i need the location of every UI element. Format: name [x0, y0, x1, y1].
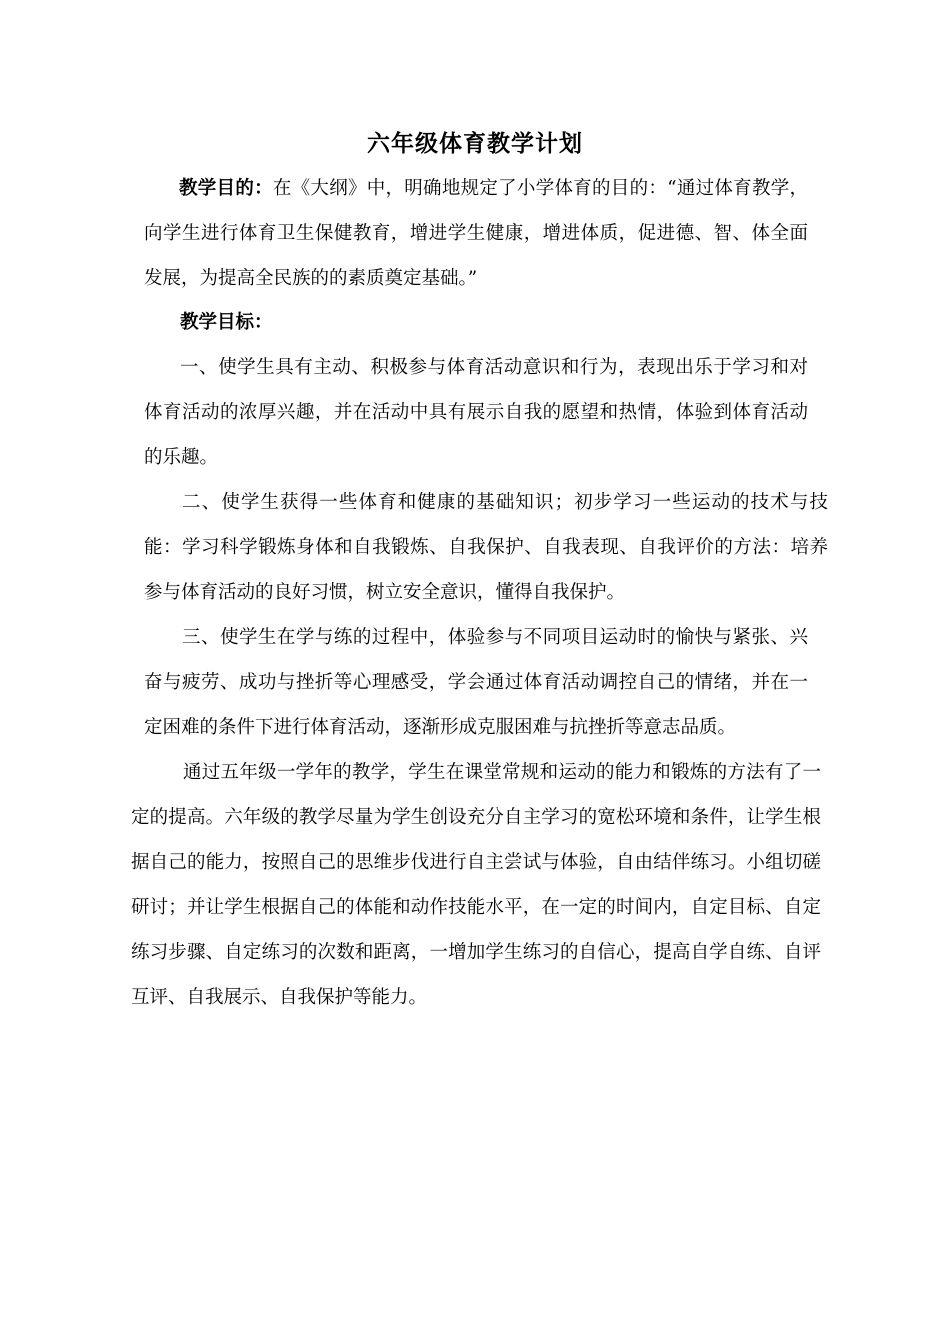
- teaching-objectives-heading: 教学目标：: [180, 312, 273, 333]
- objective-item-2: 二、使学生获得一些体育和健康的基础知识；初步学习一些运动的技术与技能：学习科学锻炼身体和自我锻炼、自我保护、自我表现、自我评价的方法：培养参与体育活动的良好习惯，树立安全意识，懂得自我保护。: [144, 492, 828, 603]
- document-title: 六年级体育教学计划: [367, 130, 583, 157]
- teaching-purpose-text: 在《大纲》中，明确地规定了小学体育的目的：“通过体育教学，向学生进行体育卫生保健教育，增进学生健康，增进体质，促进德、智、体全面发展，为提高全民族的的素质奠定基础。”: [144, 178, 808, 289]
- summary-paragraph: 通过五年级一学年的教学，学生在课堂常规和运动的能力和锻炼的方法有了一定的提高。六年级的教学尽量为学生创设充分自主学习的宽松环境和条件，让学生根据自己的能力，按照自己的思维步伐进行自主尝试与体验，自由结伴练习。小组切磋研讨；并让学生根据自己的体能和动作技能水平，在一定的时间内，自定目标、自定练习步骤、自定练习的次数和距离，一增加学生练习的自信心，提高自学自练、自评互评、自我展示、自我保护等能力。: [131, 762, 821, 1008]
- objective-item-1: 一、使学生具有主动、积极参与体育活动意识和行为，表现出乐于学习和对体育活动的浓厚兴趣，并在活动中具有展示自我的愿望和热情，体验到体育活动的乐趣。: [144, 357, 808, 468]
- teaching-purpose-label: 教学目的：: [179, 178, 273, 199]
- teaching-purpose-paragraph: [144, 166, 808, 301]
- objective-item-3: 三、使学生在学与练的过程中，体验参与不同项目运动时的愉快与紧张、兴奋与疲劳、成功与挫折等心理感受，学会通过体育活动调控自己的情绪，并在一定困难的条件下进行体育活动，逐渐形成克服困难与抗挫折等意志品质。: [144, 627, 808, 738]
